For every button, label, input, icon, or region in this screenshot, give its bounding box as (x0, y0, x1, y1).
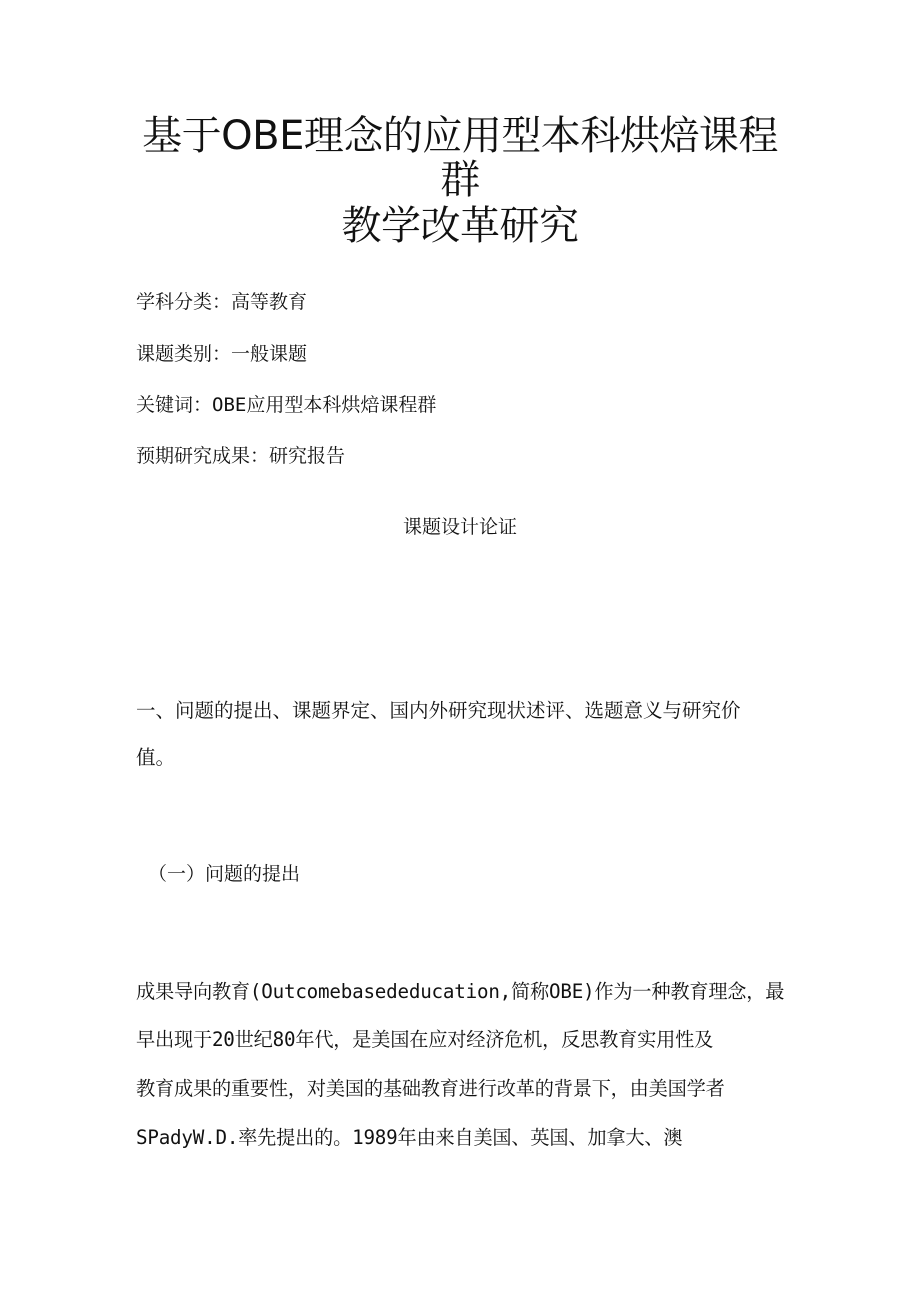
meta-topic-type: 课题类别：一般课题 (136, 343, 308, 365)
document-title-line-2: 群 (440, 157, 480, 203)
meta-expected-outcome: 预期研究成果：研究报告 (136, 445, 346, 467)
document-title-line-3: 教学改革研究 (341, 203, 579, 249)
section-one-heading-line-1: 一、问题的提出、课题界定、国内外研究现状述评、选题意义与研究价 (136, 699, 741, 722)
meta-subject-category: 学科分类：高等教育 (136, 291, 308, 313)
paragraph-line: 成果导向教育(Outcomebasededucation,简称OBE)作为一种教育理念，最 (136, 980, 785, 1003)
section-heading: 课题设计论证 (402, 516, 517, 538)
section-one-heading-line-2: 值。 (136, 746, 176, 769)
subsection-heading: （一）问题的提出 (148, 863, 301, 885)
document-title-line-1: 基于OBE理念的应用型本科烘焙课程 (142, 113, 778, 159)
paragraph-line: 早出现于20世纪80年代，是美国在应对经济危机，反思教育实用性及 (136, 1028, 714, 1051)
paragraph-line: 教育成果的重要性，对美国的基础教育进行改革的背景下，由美国学者 (136, 1077, 725, 1100)
meta-keywords: 关键词：OBE应用型本科烘焙课程群 (136, 394, 437, 416)
paragraph-line: SPadyW.D.率先提出的。1989年由来自美国、英国、加拿大、澳 (136, 1126, 683, 1149)
